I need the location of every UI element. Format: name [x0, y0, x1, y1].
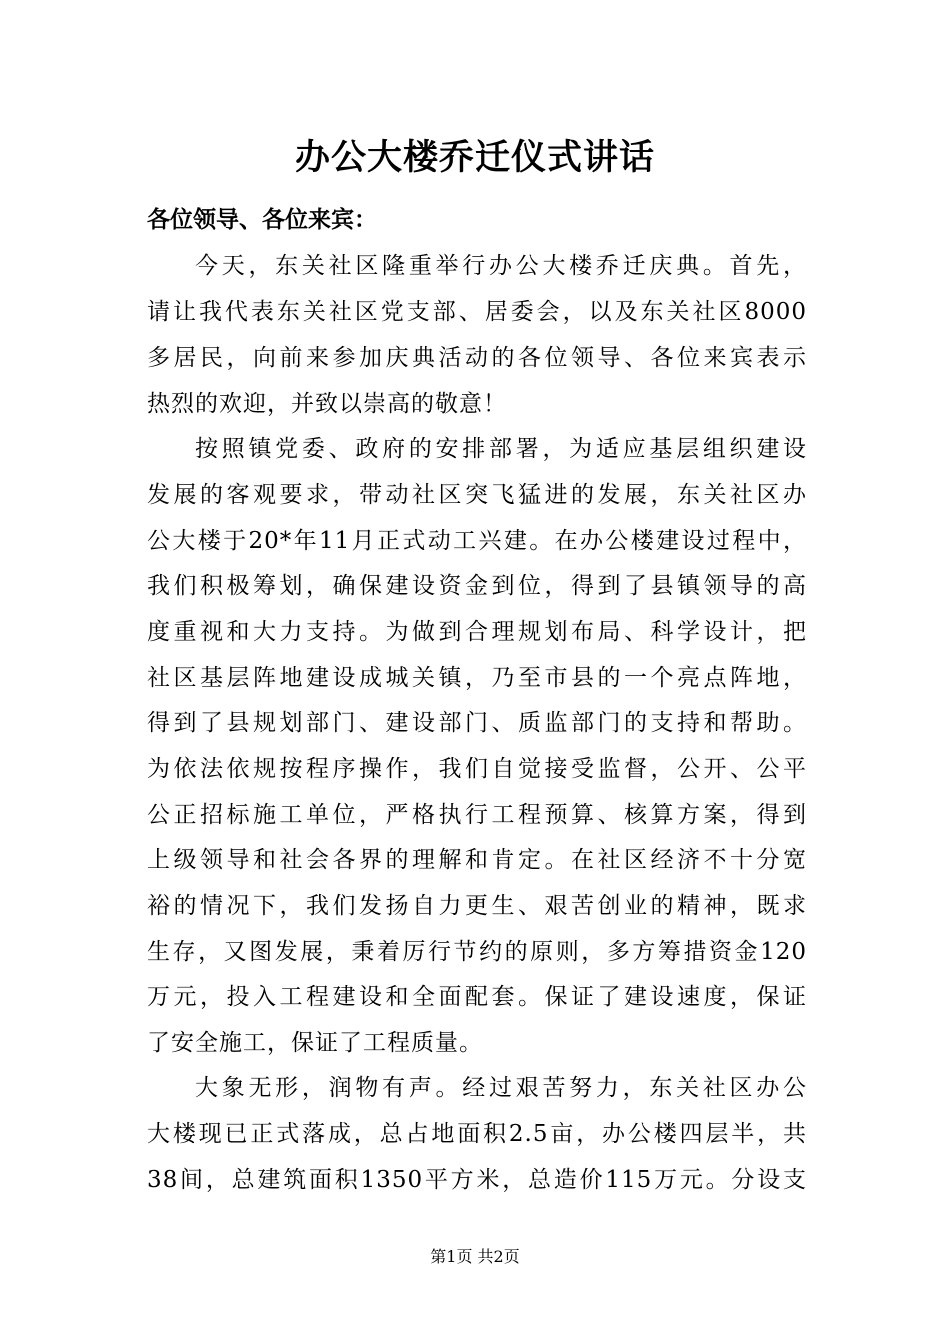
text-line: 裕的情况下，我们发扬自力更生、艰苦创业的精神，既求 — [147, 893, 807, 919]
document-title: 办公大楼乔迁仪式讲话 — [294, 137, 655, 178]
text-line: 社区基层阵地建设成城关镇，乃至市县的一个亮点阵地， — [147, 665, 807, 691]
text-line: 万元，投入工程建设和全面配套。保证了建设速度，保证 — [147, 984, 807, 1010]
text-line: 公正招标施工单位，严格执行工程预算、核算方案，得到 — [147, 802, 807, 828]
text-line: 按照镇党委、政府的安排部署，为适应基层组织建设 — [195, 436, 807, 462]
text-line: 得到了县规划部门、建设部门、质监部门的支持和帮助。 — [147, 710, 807, 736]
text-line: 热烈的欢迎，并致以崇高的敬意！ — [147, 391, 507, 417]
text-line: 大象无形，润物有声。经过艰苦努力，东关社区办公 — [195, 1075, 807, 1101]
text-line: 请让我代表东关社区党支部、居委会，以及东关社区8000 — [147, 299, 807, 325]
text-line: 生存，又图发展，秉着厉行节约的原则，多方筹措资金120 — [147, 939, 807, 965]
text-line: 我们积极筹划，确保建设资金到位，得到了县镇领导的高 — [147, 573, 807, 599]
text-line: 38间，总建筑面积1350平方米，总造价115万元。分设支 — [147, 1167, 807, 1193]
text-line: 多居民，向前来参加庆典活动的各位领导、各位来宾表示 — [147, 345, 807, 371]
text-line: 公大楼于20*年11月正式动工兴建。在办公楼建设过程中， — [147, 528, 807, 554]
text-line: 发展的客观要求，带动社区突飞猛进的发展，东关社区办 — [147, 482, 807, 508]
page-footer: 第1页 共2页 — [430, 1247, 520, 1266]
text-line: 大楼现已正式落成，总占地面积2.5亩，办公楼四层半，共 — [147, 1121, 807, 1147]
text-line: 度重视和大力支持。为做到合理规划布局、科学设计，把 — [147, 619, 807, 645]
text-line: 上级领导和社会各界的理解和肯定。在社区经济不十分宽 — [147, 847, 807, 873]
text-line: 了安全施工，保证了工程质量。 — [147, 1030, 483, 1056]
salutation: 各位领导、各位来宾： — [147, 206, 377, 233]
text-line: 今天，东关社区隆重举行办公大楼乔迁庆典。首先， — [195, 253, 807, 279]
text-line: 为依法依规按程序操作，我们自觉接受监督，公开、公平 — [147, 756, 807, 782]
